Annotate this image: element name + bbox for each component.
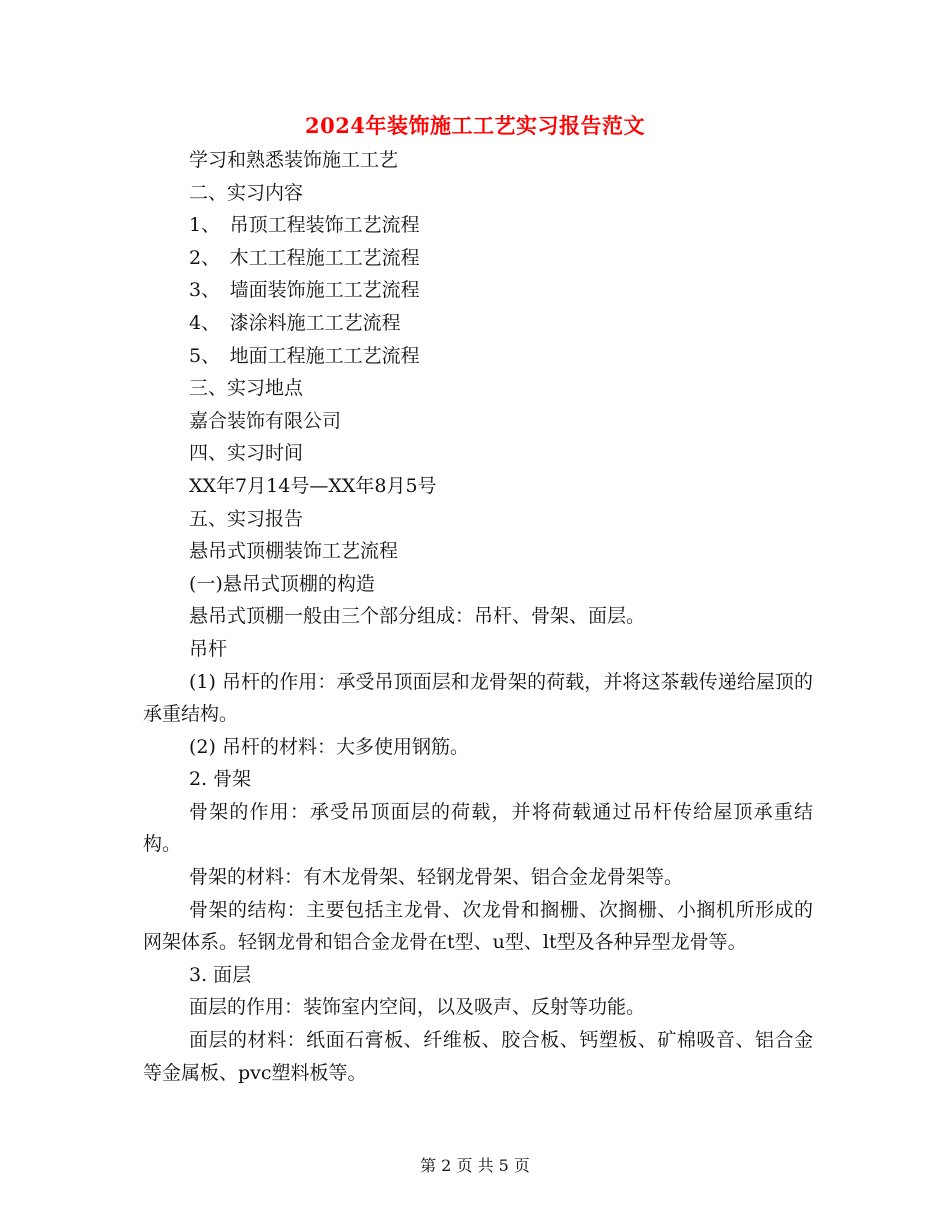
paragraph: XX年7月14号—XX年8月5号 (189, 474, 437, 497)
paragraph: 悬吊式顶棚一般由三个部分组成：吊杆、骨架、面层。 (189, 605, 646, 628)
paragraph: 面层的作用：装饰室内空间，以及吸声、反射等功能。 (189, 996, 646, 1019)
paragraph: 嘉合装饰有限公司 (189, 409, 342, 432)
paragraph: 面层的材料：纸面石膏板、纤维板、胶合板、钙塑板、矿棉吸音、铝合金等金属板、pvc塑料板等。 (143, 1029, 813, 1084)
page-footer: 第 2 页 共 5 页 (420, 1156, 530, 1175)
section-heading: 二、实习内容 (189, 181, 304, 204)
paragraph: (2) 吊杆的材料：大多使用钢筋。 (189, 735, 469, 758)
list-item: 4、 漆涂料施工工艺流程 (189, 311, 401, 334)
section-heading: 四、实习时间 (189, 442, 304, 465)
section-heading: 五、实习报告 (189, 507, 304, 530)
paragraph: 学习和熟悉装饰施工工艺 (189, 149, 399, 171)
list-item: 3、 墙面装饰施工工艺流程 (189, 279, 420, 302)
paragraph: 3. 面层 (189, 963, 252, 986)
paragraph: (1) 吊杆的作用：承受吊顶面层和龙骨架的荷载，并将这茶载传递给屋顶的承重结构。 (143, 670, 813, 726)
paragraph: (一)悬吊式顶棚的构造 (189, 572, 375, 595)
list-item: 2、 木工工程施工工艺流程 (189, 246, 420, 269)
section-heading: 三、实习地点 (189, 377, 304, 400)
paragraph: 骨架的作用：承受吊顶面层的荷载，并将荷载通过吊杆传给屋顶承重结构。 (143, 800, 813, 856)
list-item: 1、 吊顶工程装饰工艺流程 (189, 214, 420, 237)
paragraph: 悬吊式顶棚装饰工艺流程 (189, 540, 399, 563)
paragraph: 骨架的结构：主要包括主龙骨、次龙骨和搁栅、次搁栅、小搁机所形成的网架体系。轻钢龙骨和铝合金龙骨在t型、u型、lt型及各种异型龙骨等。 (143, 898, 813, 954)
document-title: 2024年装饰施工工艺实习报告范文 (305, 113, 645, 138)
paragraph: 吊杆 (189, 637, 228, 660)
paragraph: 2. 骨架 (189, 768, 252, 791)
paragraph: 骨架的材料：有木龙骨架、轻钢龙骨架、铝合金龙骨架等。 (189, 866, 684, 889)
list-item: 5、 地面工程施工工艺流程 (189, 344, 420, 367)
document-body (143, 144, 813, 1089)
